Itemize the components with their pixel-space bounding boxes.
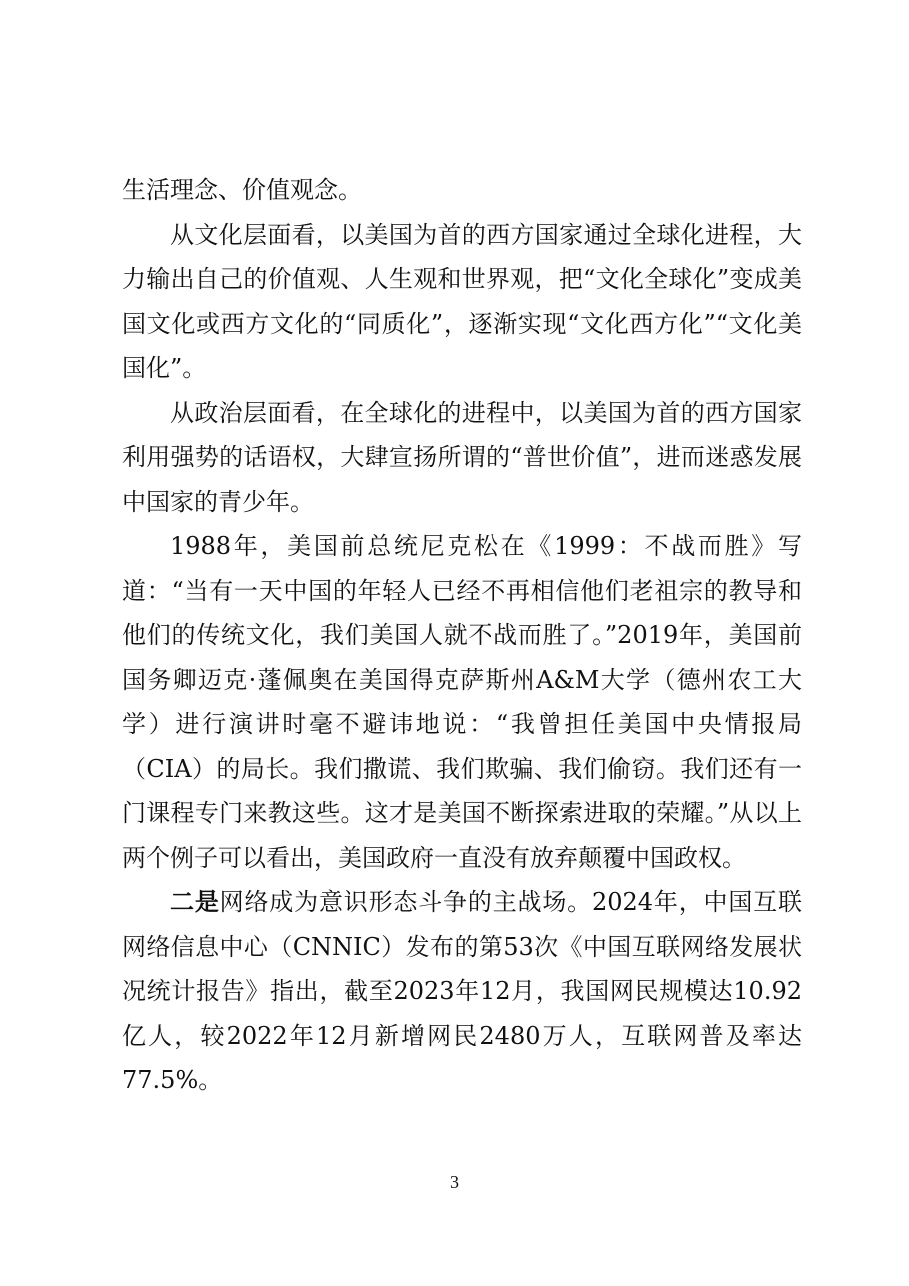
page-number: 3: [450, 1172, 459, 1192]
paragraph-historical-examples: 1988年，美国前总统尼克松在《1999：不战而胜》写道：“当有一天中国的年轻人已经不再相信他们老祖宗的教导和他们的传统文化，我们美国人就不战而胜了。”2019年，美国前国务卿迈克·蓬佩奥在美国得克萨斯州A&M大学（德州农工大学）进行演讲时毫不避讳地说：“我曾担任美国中央情报局（CIA）的局长。我们撒谎、我们欺骗、我们偷窃。我们还有一门课程专门来教这些。这才是美国不断探索进取的荣耀。”从以上两个例子可以看出，美国政府一直没有放弃颠覆中国政权。: [122, 532, 802, 872]
paragraph-network-text: 网络成为意识形态斗争的主战场。2024年，中国互联网络信息中心（CNNIC）发布的第53次《中国互联网络发展状况统计报告》指出，截至2023年12月，我国网民规模达10.92亿人，较2022年12月新增网民2480万人，互联网普及率达77.5%。: [122, 888, 803, 1094]
body-text: [122, 168, 802, 1103]
paragraph-political-level: 从政治层面看，在全球化的进程中，以美国为首的西方国家利用强势的话语权，大肆宣扬所谓的“普世价值”，进而迷惑发展中国家的青少年。: [122, 398, 802, 516]
paragraph-lead-bold: 二是: [170, 888, 220, 916]
paragraph-cultural-level: 从文化层面看，以美国为首的西方国家通过全球化进程，大力输出自己的价值观、人生观和世界观，把“文化全球化”变成美国文化或西方文化的“同质化”，逐渐实现“文化西方化”“文化美国化”。: [122, 220, 802, 382]
paragraph-continuation: 生活理念、价值观念。: [122, 176, 362, 204]
paragraph-network-battlefield: [122, 880, 802, 1103]
